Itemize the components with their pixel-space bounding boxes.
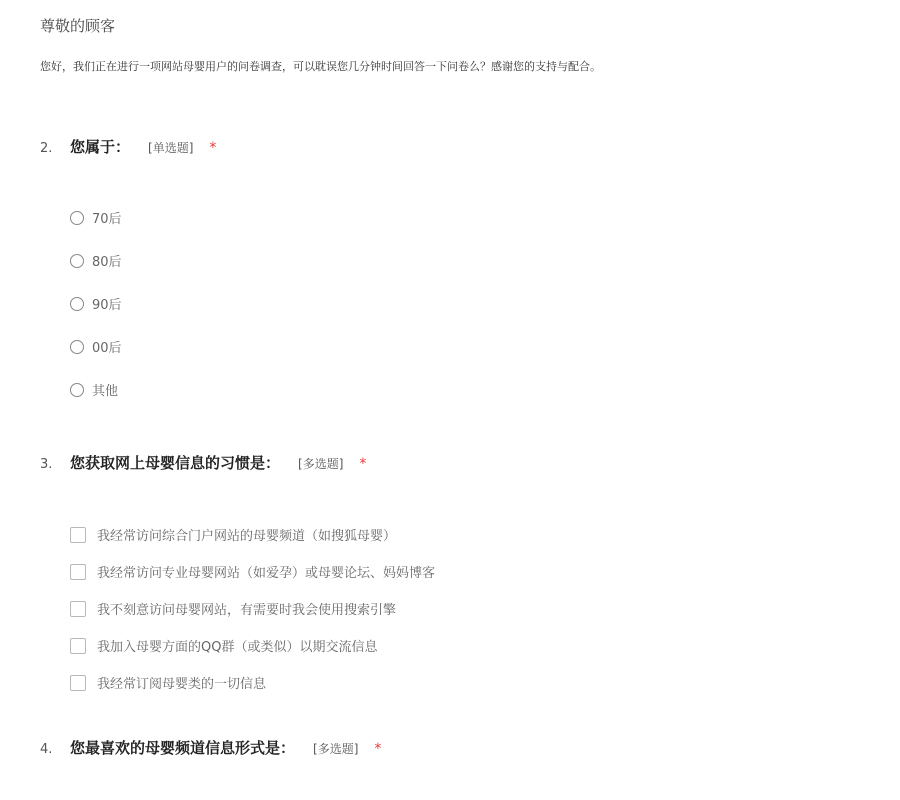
option-label: 我加入母婴方面的QQ群（或类似）以期交流信息: [97, 640, 378, 655]
option-label: 我经常访问专业母婴网站（如爱孕）或母婴论坛、妈妈博客: [97, 566, 436, 581]
required-marker: *: [359, 456, 367, 472]
survey-intro: 您好，我们正在进行一项网站母婴用户的问卷调查，可以耽误您几分钟时间回答一下问卷么？感谢您的支持与配合。: [40, 60, 601, 73]
option-label: 我经常访问综合门户网站的母婴频道（如搜狐母婴）: [97, 529, 397, 544]
checkbox[interactable]: [70, 527, 86, 543]
question-number: 3.: [40, 457, 53, 472]
checkbox-option-search-engine[interactable]: [70, 599, 396, 618]
option-label: 我不刻意访问母婴网站，有需要时我会使用搜索引擎: [97, 603, 397, 618]
question-2-header: [40, 136, 216, 157]
question-type: [单选题]: [148, 141, 194, 155]
checkbox[interactable]: [70, 601, 86, 617]
question-title: 您属于：: [70, 138, 131, 156]
checkbox-option-qq-group[interactable]: [70, 636, 377, 655]
checkbox[interactable]: [70, 638, 86, 654]
question-title: 您最喜欢的母婴频道信息形式是：: [70, 739, 296, 757]
checkbox[interactable]: [70, 564, 86, 580]
radio-button[interactable]: [70, 383, 84, 397]
radio-button[interactable]: [70, 297, 84, 311]
checkbox-option-specialist-site[interactable]: [70, 562, 435, 581]
option-label: 00后: [92, 341, 122, 356]
question-3-header: [40, 452, 366, 473]
option-label: 80后: [92, 255, 122, 270]
question-number: 4.: [40, 742, 53, 757]
checkbox-option-subscribe[interactable]: [70, 673, 266, 692]
radio-button[interactable]: [70, 254, 84, 268]
question-4-header: [40, 737, 381, 758]
radio-button[interactable]: [70, 340, 84, 354]
option-label: 90后: [92, 298, 122, 313]
question-type: [多选题]: [298, 457, 344, 471]
option-label: 70后: [92, 212, 122, 227]
radio-button[interactable]: [70, 211, 84, 225]
question-type: [多选题]: [313, 742, 359, 756]
greeting: 尊敬的顾客: [40, 17, 116, 35]
radio-option-70s[interactable]: [70, 208, 122, 227]
question-number: 2.: [40, 141, 53, 156]
radio-option-80s[interactable]: [70, 251, 122, 270]
required-marker: *: [209, 140, 217, 156]
checkbox[interactable]: [70, 675, 86, 691]
radio-option-other[interactable]: [70, 380, 118, 399]
option-label: 其他: [92, 384, 119, 399]
option-label: 我经常订阅母婴类的一切信息: [97, 677, 267, 692]
radio-option-90s[interactable]: [70, 294, 122, 313]
checkbox-option-portal-channel[interactable]: [70, 525, 396, 544]
required-marker: *: [374, 741, 382, 757]
question-title: 您获取网上母婴信息的习惯是：: [70, 454, 281, 472]
radio-option-00s[interactable]: [70, 337, 122, 356]
